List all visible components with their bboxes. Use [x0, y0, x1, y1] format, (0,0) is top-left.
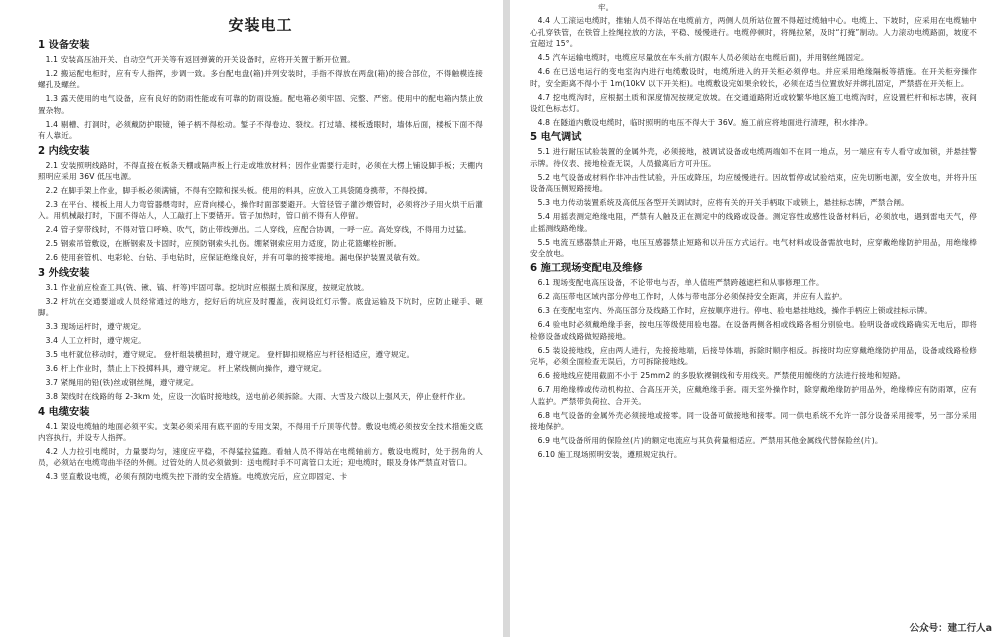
paragraph: 3.1 作业前应检查工具(铣、锹、镐、杆等)牢固可靠。挖坑时应根据土质和深度，按规定放坡。 [45, 282, 369, 292]
paragraph: 6.1 现场变配电高压设备，不论带电与否，单人值班严禁跨越遮栏和从事修理工作。 [537, 278, 824, 288]
section-heading: 5 电气调试 [530, 132, 582, 144]
paragraph: 5.1 进行耐压试验装置的金属外壳，必须接地，被调试设备或电缆两端如不在同一地点，另一端应有专人看守或加锁，并悬挂警示牌。待仪表、接地检查无误，人员撤离后方可升压。 [530, 147, 977, 168]
paragraph: 2.3 在平台、楼板上用人力弯管器煨弯时，应背向楼心，操作时面部要避开。大管径管子灌沙煨管时，必须将沙子用火烘干后灌入。用机械敲打时，下面不得站人，人工敲打上下要错开。管子加热时，管口前不得有人停留。 [38, 200, 483, 221]
paragraph: 4.8 在隧道内敷设电缆时，临时照明的电压不得大于 36V。施工前应将地面进行清理，积水排净。 [537, 118, 873, 128]
paragraph: 4.4 人工滚运电缆时，推轴人员不得站在电缆前方，两侧人员所站位置不得超过缆轴中心。电缆上、下坡时，应采用在电缆轴中心孔穿铁管，在铁管上拴绳拉放的方法，平稳、缓慢进行。电缆停顿时，将绳拉紧，及时“打掩”制动。人力滚动电缆路面，坡度不宜超过 15°。 [530, 16, 977, 49]
right-page-body [530, 131, 977, 460]
paragraph: 6.6 接地线应使用截面不小于 25mm2 的多股软裸铜线和专用线夹。严禁使用缠绕的方法进行接地和短路。 [537, 371, 906, 381]
paragraph: 4.1 架设电缆轴的地面必须平实。支架必须采用有底平面的专用支架，不得用千斤顶等代替。敷设电缆必须按安全技术措施交底内容执行，并设专人指挥。 [38, 421, 483, 443]
paragraph: 6.10 施工现场照明安装，遵照规定执行。 [537, 450, 682, 460]
right-page-continued-paragraphs [530, 15, 977, 128]
paragraph: 6.3 在变配电室内、外高压部分及线路工作时，应按顺序进行。停电、验电悬挂地线，操作手柄应上锁或挂标示牌。 [537, 306, 933, 316]
paragraph: 3.5 电杆就位移动时，遵守规定。 登杆组装横担时，遵守规定。 登杆脚扣规格应与杆径相适应，遵守规定。 [45, 350, 415, 360]
paragraph: 6.9 电气设备所用的保险丝(片)的额定电流应与其负荷量相适应。严禁用其他金属线代替保险丝(片)。 [537, 436, 883, 446]
section-heading: 2 内线安装 [38, 145, 90, 157]
paragraph: 5.4 用摇表测定绝缘电阻，严禁有人触及正在测定中的线路或设备。测定容性或感性设备材料后，必须放电，遇到雷电天气，停止摇测线路绝缘。 [530, 212, 977, 233]
paragraph: 4.6 在已送电运行的变电室沟内进行电缆敷设时，电缆所进入的开关柜必须停电。并应采用绝缘隔板等措施。在开关柜旁操作时，安全距离不得小于 1m(10kV 以下开关柜)。电缆敷设完如果余较长，必须在适当位置放好并绑扎固定，严禁搭在开关柜上。 [530, 67, 977, 88]
paragraph: 3.7 紧绳用的铅(铁)丝或钢丝绳，遵守规定。 [45, 378, 199, 388]
paragraph: 6.5 装设接地线，应由两人进行，先接接地端，后接导体端，拆除时顺序相反。拆接时均应穿戴绝缘防护用品，设备或线路检修完毕，必须全面检查无误后，方可拆除接地线。 [530, 345, 977, 367]
section-heading: 3 外线安装 [38, 267, 90, 279]
paragraph: 3.6 杆上作业时，禁止上下投掷料具，遵守规定。 杆上紧线侧向操作，遵守规定。 [45, 364, 327, 374]
paragraph: 1.3 露天使用的电气设备，应有良好的防雨性能或有可靠的防雨设施。配电箱必须牢固、完整、严密。使用中的配电箱内禁止放置杂物。 [38, 94, 483, 115]
paragraph: 2.5 钢索吊管敷设，在断钢索及卡固时，应预防钢索头扎伤。绷紧钢索应用力适度，防止花篮螺栓折断。 [45, 239, 402, 249]
paragraph: 4.7 挖电缆沟时，应根据土质和深度情况按规定放坡。在交通道路附近或较繁华地区施工电缆沟时，应设置栏杆和标志牌，夜间设红色标志灯。 [530, 92, 977, 114]
paragraph: 3.8 架线时在线路的每 2-3km 处，应设一次临时接地线，送电前必须拆除。大雨、大雪及六级以上强风天，停止登杆作业。 [45, 392, 471, 402]
paragraph: 4.5 汽车运输电缆时，电缆应尽量放在车头前方(跟车人员必须站在电缆后面)，并用钢丝绳固定。 [537, 53, 869, 63]
paragraph: 1.4 剔槽、打洞时，必须戴防护眼镜，锤子柄不得松动。錾子不得卷边、裂纹。打过墙、楼板透眼时，墙体后面，楼板下面不得有人靠近。 [38, 119, 483, 141]
paragraph: 2.1 安装照明线路时，不得直接在板条天棚或隔声板上行走或堆放材料；因作业需要行走时，必须在大楞上铺设脚手板；天棚内照明应采用 36V 低压电源。 [38, 160, 483, 182]
paragraph: 4.3 竖直敷设电缆，必须有预防电缆失控下滑的安全措施。电缆放完后，应立即固定、卡 [45, 472, 348, 482]
paragraph: 1.1 安装高压油开关、自动空气开关等有返回弹簧的开关设备时，应将开关置于断开位置。 [45, 55, 355, 64]
paragraph: 6.2 高压带电区域内部分停电工作时，人体与带电部分必须保持安全距离，并应有人监护。 [537, 292, 847, 302]
document-title: 安装电工 [228, 16, 293, 34]
left-page-body [38, 39, 483, 483]
paragraph: 4.2 人力拉引电缆时，力量要均匀，速度应平稳，不得猛拉猛跑。看轴人员不得站在电缆轴前方。敷设电缆时，处于拐角的人员，必须站在电缆弯曲半径的外侧。过管处的人员必须做到：送电缆时手不可离管口太近；迎电缆时，眼及身体严禁直对管口。 [38, 447, 483, 468]
paragraph: 6.8 电气设备的金属外壳必须接地或接零。同一设备可做接地和接零。同一供电系统不允许一部分设备采用接零，另一部分采用接地保护。 [530, 410, 977, 432]
paragraph: 5.3 电力传动装置系统及高低压各型开关调试时，应将有关的开关手柄取下或锁上，悬挂标志牌，严禁合闸。 [537, 198, 909, 208]
paragraph: 6.4 验电时必须戴绝缘手套，按电压等级使用验电器。在设备两侧各相或线路各相分别验电。验明设备或线路确实无电后，即将检修设备或线路做短路接地。 [530, 320, 977, 341]
document-page-right [510, 0, 999, 637]
paragraph: 5.2 电气设备或材料作非冲击性试验，升压或降压，均应缓慢进行。因故暂停或试验结束，应先切断电源，安全放电，并将升压设备高压侧短路接地。 [530, 172, 977, 194]
section-heading: 1 设备安装 [38, 40, 90, 51]
paragraph: 5.5 电流互感器禁止开路，电压互感器禁止短路和以升压方式运行。电气材料或设备需放电时，应穿戴绝缘防护用品，用绝缘棒安全放电。 [530, 237, 977, 259]
paragraph: 3.3 现场运杆时，遵守规定。 [45, 322, 146, 332]
section-heading: 6 施工现场变配电及维修 [530, 263, 643, 275]
watermark-text: 公众号：建工行人a [907, 619, 995, 635]
continued-fragment: 牢。 [598, 3, 614, 12]
paragraph: 3.4 人工立杆时，遵守规定。 [45, 336, 146, 346]
paragraph: 6.7 用绝缘棒或传动机构拉、合高压开关，应戴绝缘手套。雨天室外操作时，除穿戴绝缘防护用品外，绝缘棒应有防雨罩，应有人监护。严禁带负荷拉、合开关。 [530, 385, 977, 406]
paragraph: 1.2 搬运配电柜时，应有专人指挥，步调一致。多台配电盘(箱)并列安装时，手指不得放在两盘(箱)的接合部位，不得触模连接螺孔及螺丝。 [38, 69, 483, 90]
paragraph: 3.2 杆坑在交通要道或人员经常通过的地方，挖好后的坑应及时覆盖，夜间设红灯示警。底盘运输及下坑时，应防止碰手、砸脚。 [38, 296, 483, 318]
paragraph: 2.4 管子穿带线时，不得对管口呼唤、吹气，防止带线弹出。二人穿线，应配合协调，一呼一应。高处穿线，不得用力过猛。 [45, 225, 472, 235]
paragraph: 2.2 在脚手架上作业，脚手板必须满铺，不得有空隙和探头板。使用的料具，应放入工具袋随身携带，不得投掷。 [45, 186, 433, 196]
section-heading: 4 电缆安装 [38, 406, 90, 418]
paragraph: 2.6 使用套管机、电彩轮、台钻、手电钻时，应保证绝缘良好，并有可靠的接零接地。漏电保护装置灵敏有效。 [45, 253, 425, 263]
